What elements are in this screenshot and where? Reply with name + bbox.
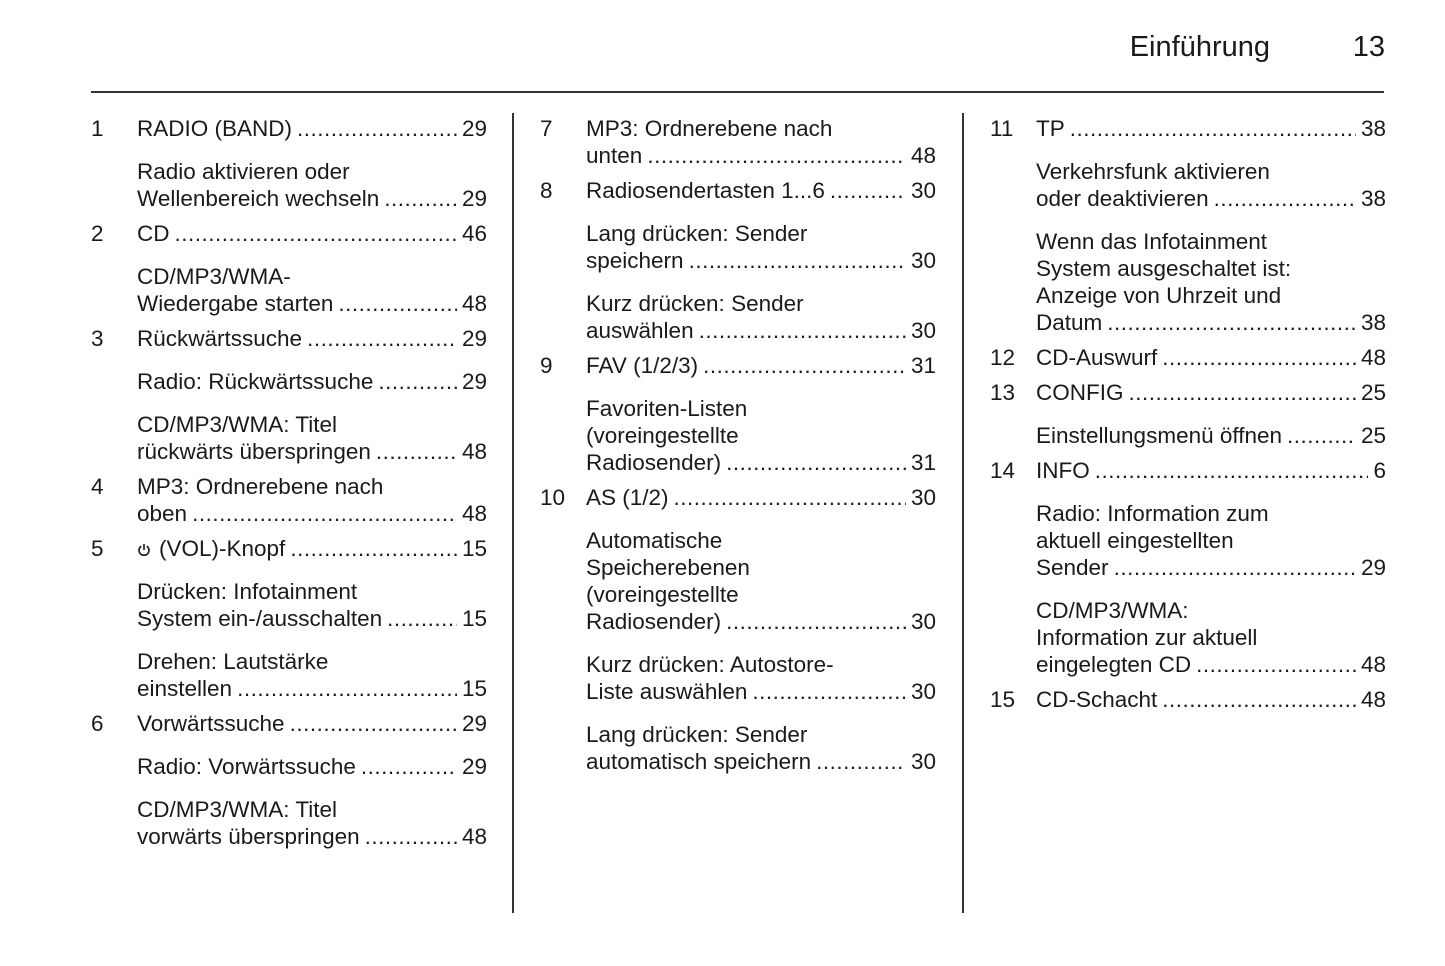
entry-line xyxy=(1036,344,1386,371)
index-subentry xyxy=(91,578,487,632)
entry-label-text: Wellenbereich wechseln xyxy=(137,186,380,211)
entry-label xyxy=(586,748,811,775)
entry-label-text: Einstellungsmenü öffnen xyxy=(1036,423,1283,448)
dot-leader xyxy=(378,368,457,395)
page-reference: 29 xyxy=(1360,555,1386,580)
entry-line xyxy=(586,142,936,169)
index-entry xyxy=(540,177,936,204)
entry-number: 14 xyxy=(990,458,1016,483)
entry-label-text: Radiosender) xyxy=(586,609,722,634)
entry-number: 9 xyxy=(540,353,553,378)
page-reference: 31 xyxy=(910,450,936,475)
entry-label xyxy=(137,220,170,247)
entry-label-text: einstellen xyxy=(137,676,233,701)
dot-leader xyxy=(192,500,457,527)
entry-label-text: CD-Schacht xyxy=(1036,687,1158,712)
dot-leader xyxy=(674,484,906,511)
page-reference: 29 xyxy=(461,186,487,211)
index-subentry xyxy=(91,753,487,780)
index-entry xyxy=(91,473,487,527)
entry-label xyxy=(1036,457,1090,484)
dot-leader xyxy=(384,185,457,212)
dot-leader xyxy=(699,317,906,344)
index-entry xyxy=(91,325,487,352)
dot-leader xyxy=(726,449,906,476)
entry-label-text: FAV (1/2/3) xyxy=(586,353,699,378)
index-entry xyxy=(990,379,1386,406)
index-entry xyxy=(990,115,1386,142)
index-subentry xyxy=(990,158,1386,212)
entry-text-line: CD/MP3/WMA: Titel xyxy=(137,412,338,437)
entry-text-line: Kurz drücken: Autostore- xyxy=(586,652,834,677)
entry-line xyxy=(137,325,487,352)
entry-line xyxy=(586,177,936,204)
page-reference: 15 xyxy=(461,606,487,631)
dot-leader xyxy=(1114,554,1356,581)
entry-label-text: Wiedergabe starten xyxy=(137,291,334,316)
index-entry xyxy=(990,457,1386,484)
dot-leader xyxy=(307,325,457,352)
dot-leader xyxy=(1214,185,1356,212)
entry-line xyxy=(137,823,487,850)
entry-label-text: System ein-/ausschalten xyxy=(137,606,383,631)
entry-text-line: Radio: Information zum xyxy=(1036,501,1269,526)
page-reference: 6 xyxy=(1373,458,1386,483)
entry-label-text: INFO xyxy=(1036,458,1090,483)
entry-number: 10 xyxy=(540,485,566,510)
entry-label-text: Datum xyxy=(1036,310,1103,335)
entry-number: 5 xyxy=(91,536,104,561)
entry-line xyxy=(137,675,487,702)
page-reference: 48 xyxy=(1360,687,1386,712)
page-reference: 30 xyxy=(910,318,936,343)
entry-label-text: Radiosender) xyxy=(586,450,722,475)
page-reference: 48 xyxy=(461,439,487,464)
entry-label xyxy=(1036,185,1209,212)
entry-label xyxy=(586,484,669,511)
entry-label xyxy=(137,535,285,562)
index-subentry xyxy=(91,158,487,212)
entry-line xyxy=(586,608,936,635)
entry-line xyxy=(137,500,487,527)
index-column-2 xyxy=(540,113,936,775)
dot-leader xyxy=(1287,422,1356,449)
dot-leader xyxy=(647,142,906,169)
index-subentry xyxy=(990,500,1386,581)
entry-label xyxy=(137,500,187,527)
entry-text-line: aktuell eingestellten xyxy=(1036,528,1234,553)
index-subentry xyxy=(540,651,936,705)
entry-line xyxy=(137,605,487,632)
entry-line xyxy=(137,290,487,317)
index-subentry xyxy=(540,527,936,635)
entry-label-text: auswählen xyxy=(586,318,694,343)
index-subentry xyxy=(990,228,1386,336)
entry-label xyxy=(137,290,333,317)
entry-text-line: Wenn das Infotainment xyxy=(1036,229,1267,254)
entry-text-line: MP3: Ordnerebene nach xyxy=(137,474,384,499)
page-reference: 30 xyxy=(910,609,936,634)
entry-number: 13 xyxy=(990,380,1016,405)
page-reference: 48 xyxy=(1360,652,1386,677)
page-reference: 29 xyxy=(461,369,487,394)
entry-number: 6 xyxy=(91,711,104,736)
entry-label-text: (VOL)-Knopf xyxy=(159,536,286,561)
entry-label-text: CD xyxy=(137,221,170,246)
entry-label-text: Radio: Rückwärtssuche xyxy=(137,369,374,394)
dot-leader xyxy=(1095,457,1369,484)
entry-line xyxy=(586,484,936,511)
index-subentry xyxy=(540,220,936,274)
entry-line xyxy=(586,748,936,775)
entry-line xyxy=(1036,115,1386,142)
index-subentry xyxy=(990,422,1386,449)
dot-leader xyxy=(297,115,457,142)
entry-number: 2 xyxy=(91,221,104,246)
entry-label xyxy=(1036,309,1102,336)
dot-leader xyxy=(365,823,457,850)
entry-line xyxy=(1036,309,1386,336)
dot-leader xyxy=(1070,115,1356,142)
page-reference: 15 xyxy=(461,676,487,701)
index-subentry xyxy=(540,395,936,476)
page-title: Einführung xyxy=(1129,31,1270,63)
page-reference: 30 xyxy=(910,178,936,203)
entry-text-line: Information zur aktuell xyxy=(1036,625,1258,650)
page-reference: 38 xyxy=(1360,310,1386,335)
entry-label-text: CONFIG xyxy=(1036,380,1124,405)
entry-label xyxy=(586,247,684,274)
entry-label xyxy=(586,317,694,344)
dot-leader xyxy=(689,247,906,274)
dot-leader xyxy=(338,290,457,317)
dot-leader xyxy=(752,678,906,705)
entry-text-line: CD/MP3/WMA: Titel xyxy=(137,797,338,822)
entry-line xyxy=(1036,554,1386,581)
dot-leader xyxy=(387,605,457,632)
entry-label-text: unten xyxy=(586,143,643,168)
dot-leader xyxy=(1162,686,1356,713)
entry-label xyxy=(137,605,382,632)
page-reference: 25 xyxy=(1360,423,1386,448)
page-reference: 29 xyxy=(461,326,487,351)
entry-text-line: Anzeige von Uhrzeit und xyxy=(1036,283,1282,308)
page-reference: 15 xyxy=(461,536,487,561)
entry-label-text: oben xyxy=(137,501,188,526)
entry-line xyxy=(137,185,487,212)
entry-label-text: speichern xyxy=(586,248,684,273)
page-reference: 48 xyxy=(1360,345,1386,370)
page-reference: 46 xyxy=(461,221,487,246)
entry-label-text: Radio: Vorwärtssuche xyxy=(137,754,356,779)
entry-label xyxy=(1036,379,1124,406)
index-subentry xyxy=(91,796,487,850)
entry-number: 4 xyxy=(91,474,104,499)
page-reference: 48 xyxy=(461,501,487,526)
entry-label xyxy=(1036,651,1191,678)
entry-text-line: Radio aktivieren oder xyxy=(137,159,350,184)
entry-label xyxy=(137,325,302,352)
dot-leader xyxy=(1196,651,1356,678)
entry-label-text: automatisch speichern xyxy=(586,749,812,774)
entry-text-line: Speicherebenen xyxy=(586,555,750,580)
dot-leader xyxy=(376,438,457,465)
dot-leader xyxy=(290,710,457,737)
entry-text-line: CD/MP3/WMA: xyxy=(1036,598,1189,623)
page-reference: 31 xyxy=(910,353,936,378)
index-entry xyxy=(91,710,487,737)
entry-text-line: Automatische xyxy=(586,528,723,553)
entry-label xyxy=(1036,115,1065,142)
page-reference: 38 xyxy=(1360,116,1386,141)
entry-text-line: Drücken: Infotainment xyxy=(137,579,358,604)
entry-text-line: Verkehrsfunk aktivieren xyxy=(1036,159,1270,184)
entry-label xyxy=(1036,344,1157,371)
index-column-3 xyxy=(990,113,1386,713)
page-number: 13 xyxy=(1352,31,1385,63)
index-subentry xyxy=(540,721,936,775)
entry-text-line: CD/MP3/WMA- xyxy=(137,264,291,289)
dot-leader xyxy=(290,535,457,562)
entry-line xyxy=(137,115,487,142)
entry-line xyxy=(137,368,487,395)
page-reference: 29 xyxy=(461,711,487,736)
entry-text-line: Kurz drücken: Sender xyxy=(586,291,804,316)
index-subentry xyxy=(91,411,487,465)
entry-line xyxy=(1036,185,1386,212)
index-entry xyxy=(91,220,487,247)
entry-line xyxy=(586,352,936,379)
entry-label-text: TP xyxy=(1036,116,1065,141)
entry-label-text: AS (1/2) xyxy=(586,485,669,510)
entry-label xyxy=(1036,554,1109,581)
entry-text-line: System ausgeschaltet ist: xyxy=(1036,256,1292,281)
index-subentry xyxy=(540,290,936,344)
entry-label-text: CD-Auswurf xyxy=(1036,345,1158,370)
entry-label-text: vorwärts überspringen xyxy=(137,824,360,849)
dot-leader xyxy=(1162,344,1356,371)
page-reference: 38 xyxy=(1360,186,1386,211)
power-icon xyxy=(137,543,151,557)
page-reference: 48 xyxy=(461,824,487,849)
entry-label-text: oder deaktivieren xyxy=(1036,186,1209,211)
index-entry xyxy=(540,352,936,379)
dot-leader xyxy=(830,177,906,204)
dot-leader xyxy=(1129,379,1356,406)
entry-label-text: rückwärts überspringen xyxy=(137,439,371,464)
index-column-1 xyxy=(91,113,487,850)
entry-line xyxy=(137,753,487,780)
entry-line xyxy=(586,247,936,274)
entry-label-text: Rückwärtssuche xyxy=(137,326,303,351)
page-reference: 30 xyxy=(910,485,936,510)
entry-label-text: Sender xyxy=(1036,555,1109,580)
entry-label xyxy=(586,678,747,705)
dot-leader xyxy=(703,352,906,379)
entry-label xyxy=(137,438,371,465)
index-entry xyxy=(91,115,487,142)
index-entry xyxy=(990,686,1386,713)
dot-leader xyxy=(237,675,457,702)
index-subentry xyxy=(91,263,487,317)
entry-label-text: Liste auswählen xyxy=(586,679,748,704)
entry-line xyxy=(1036,379,1386,406)
dot-leader xyxy=(175,220,457,247)
entry-text-line: Favoriten-Listen xyxy=(586,396,748,421)
entry-line xyxy=(586,317,936,344)
entry-label xyxy=(586,142,642,169)
entry-label xyxy=(137,675,232,702)
entry-text-line: Lang drücken: Sender xyxy=(586,722,808,747)
entry-text-line: (voreingestellte xyxy=(586,582,739,607)
page-reference: 29 xyxy=(461,116,487,141)
index-entry xyxy=(540,115,936,169)
entry-label xyxy=(586,449,721,476)
column-divider xyxy=(962,113,964,913)
entry-line xyxy=(1036,651,1386,678)
entry-label-text: Radiosendertasten 1...6 xyxy=(586,178,825,203)
entry-line xyxy=(1036,457,1386,484)
entry-label xyxy=(137,710,285,737)
dot-leader xyxy=(361,753,457,780)
page-reference: 30 xyxy=(910,679,936,704)
entry-label xyxy=(586,352,698,379)
entry-line xyxy=(586,678,936,705)
entry-line xyxy=(1036,422,1386,449)
entry-number: 11 xyxy=(990,116,1014,141)
entry-number: 8 xyxy=(540,178,553,203)
header-rule xyxy=(91,91,1384,93)
entry-label xyxy=(1036,686,1157,713)
dot-leader xyxy=(1107,309,1356,336)
entry-number: 12 xyxy=(990,345,1016,370)
entry-label xyxy=(586,608,721,635)
entry-text-line: MP3: Ordnerebene nach xyxy=(586,116,833,141)
page-reference: 48 xyxy=(910,143,936,168)
dot-leader xyxy=(816,748,906,775)
index-entry xyxy=(91,535,487,562)
entry-text-line: Drehen: Lautstärke xyxy=(137,649,329,674)
entry-line xyxy=(137,535,487,562)
entry-number: 7 xyxy=(540,116,553,141)
index-subentry xyxy=(91,368,487,395)
entry-number: 15 xyxy=(990,687,1016,712)
entry-label xyxy=(137,753,356,780)
index-entry xyxy=(990,344,1386,371)
entry-label xyxy=(586,177,825,204)
entry-label-text: RADIO (BAND) xyxy=(137,116,293,141)
entry-number: 3 xyxy=(91,326,104,351)
entry-label xyxy=(1036,422,1282,449)
dot-leader xyxy=(726,608,906,635)
index-subentry xyxy=(990,597,1386,678)
entry-label xyxy=(137,115,292,142)
page-reference: 30 xyxy=(910,749,936,774)
entry-label-text: Vorwärtssuche xyxy=(137,711,285,736)
entry-text-line: Lang drücken: Sender xyxy=(586,221,808,246)
entry-line xyxy=(1036,686,1386,713)
page-reference: 29 xyxy=(461,754,487,779)
entry-label-text: eingelegten CD xyxy=(1036,652,1192,677)
index-entry xyxy=(540,484,936,511)
entry-line xyxy=(586,449,936,476)
index-subentry xyxy=(91,648,487,702)
entry-line xyxy=(137,438,487,465)
page-reference: 48 xyxy=(461,291,487,316)
entry-label xyxy=(137,823,360,850)
page-reference: 30 xyxy=(910,248,936,273)
entry-number: 1 xyxy=(91,116,104,141)
entry-label xyxy=(137,185,379,212)
entry-text-line: (voreingestellte xyxy=(586,423,739,448)
entry-line xyxy=(137,710,487,737)
entry-line xyxy=(137,220,487,247)
page-reference: 25 xyxy=(1360,380,1386,405)
column-divider xyxy=(512,113,514,913)
entry-label xyxy=(137,368,373,395)
